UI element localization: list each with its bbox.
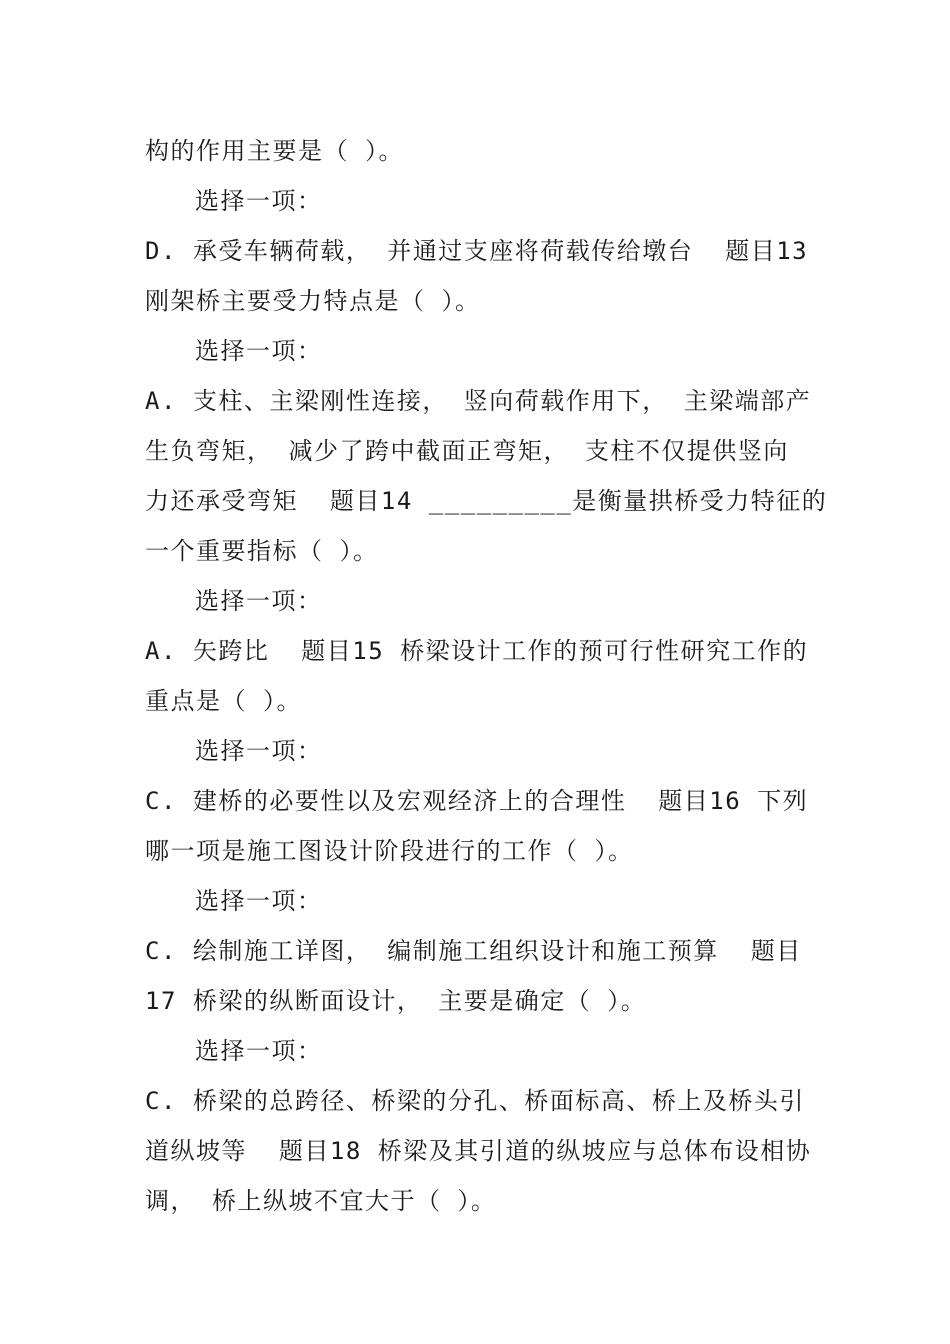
text-line: 重点是（ ）。 — [145, 687, 302, 715]
text-line: 哪一项是施工图设计阶段进行的工作（ ）。 — [145, 837, 634, 865]
text-line: 刚架桥主要受力特点是（ ）。 — [145, 287, 481, 315]
text-line: C. 桥梁的总跨径、桥梁的分孔、桥面标高、桥上及桥头引 — [145, 1087, 805, 1115]
text-line: 道纵坡等 题目18 桥梁及其引道的纵坡应与总体布设相协 — [145, 1137, 812, 1165]
choice-prompt: 选择一项： — [195, 887, 323, 915]
text-line: A. 矢跨比 题目15 桥梁设计工作的预可行性研究工作的 — [145, 637, 809, 665]
choice-prompt: 选择一项： — [195, 1037, 323, 1065]
text-line: A. 支柱、主梁刚性连接， 竖向荷载作用下， 主梁端部产 — [145, 387, 812, 415]
text-line: 构的作用主要是（ ）。 — [145, 137, 404, 165]
text-line: 一个重要指标（ ）。 — [145, 537, 379, 565]
text-line: 力还承受弯矩 题目14 _________是衡量拱桥受力特征的 — [145, 487, 828, 515]
choice-prompt: 选择一项： — [195, 587, 323, 615]
text-line: 17 桥梁的纵断面设计， 主要是确定（ ）。 — [145, 987, 647, 1015]
choice-prompt: 选择一项： — [195, 187, 323, 215]
text-line: D. 承受车辆荷载， 并通过支座将荷载传给墩台 题目13 — [145, 237, 809, 265]
choice-prompt: 选择一项： — [195, 337, 323, 365]
choice-prompt: 选择一项： — [195, 737, 323, 765]
text-line: 生负弯矩， 减少了跨中截面正弯矩， 支柱不仅提供竖向 — [145, 437, 789, 465]
text-line: C. 绘制施工详图， 编制施工组织设计和施工预算 题目 — [145, 937, 802, 965]
text-line: C. 建桥的必要性以及宏观经济上的合理性 题目16 下列 — [145, 787, 809, 815]
text-line: 调， 桥上纵坡不宜大于（ ）。 — [145, 1187, 497, 1215]
